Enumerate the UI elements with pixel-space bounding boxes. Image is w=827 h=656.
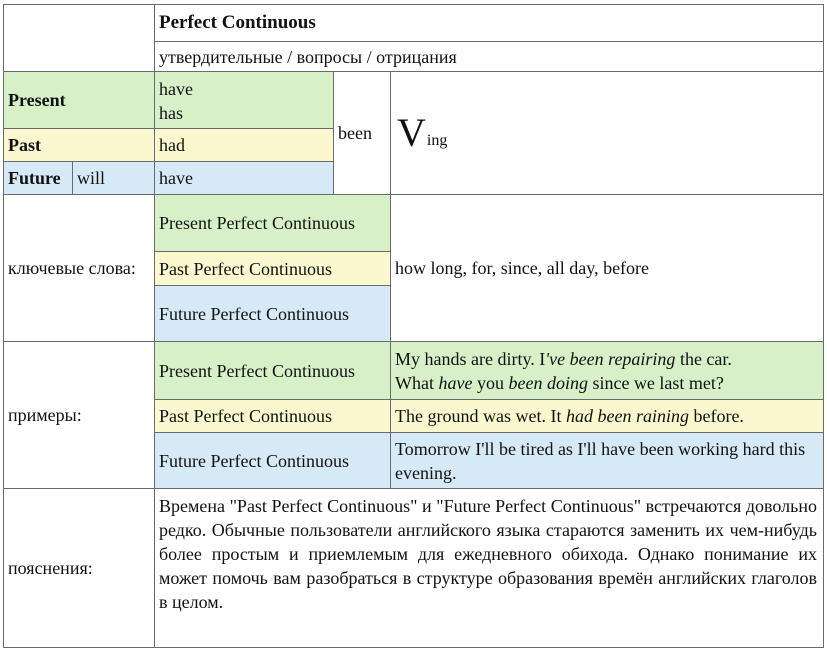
examples-future-sentence: Tomorrow I'll be tired as I'll have been working hard this evening.	[390, 432, 824, 489]
future-will: will	[72, 161, 155, 195]
keywords-label: ключевые слова:	[3, 194, 155, 342]
ing-suffix: ing	[426, 132, 448, 149]
examples-present-sentences	[390, 341, 824, 400]
keywords-past-tense: Past Perfect Continuous	[154, 251, 391, 286]
keywords-list: how long, for, since, all day, before	[390, 194, 824, 342]
keywords-future-tense: Future Perfect Continuous	[154, 285, 391, 342]
v-ing-cell	[390, 71, 824, 195]
keywords-present-tense: Present Perfect Continuous	[154, 194, 391, 252]
past-label: Past	[3, 128, 155, 162]
past-aux: had	[154, 128, 334, 162]
v-letter: V	[397, 110, 426, 155]
future-label: Future	[3, 161, 73, 195]
examples-past-tense: Past Perfect Continuous	[154, 399, 391, 433]
examples-label: примеры:	[3, 341, 155, 489]
present-label: Present	[3, 71, 155, 129]
present-example-line-2: What have you been doing since we last met?	[395, 373, 724, 393]
corner-cell	[3, 4, 155, 72]
present-example-line-1: My hands are dirty. I've been repairing the car.	[395, 349, 732, 369]
future-aux: have	[154, 161, 334, 195]
table-title: Perfect Continuous	[154, 4, 824, 42]
table-subtitle: утвердительные / вопросы / отрицания	[154, 41, 824, 72]
notes-text: Времена "Past Perfect Continuous" и "Future Perfect Continuous" встречаются довольно редко. Обычные пользователи английского языка стараются заменить их чем-нибудь более простым и приемлемым для ежедневного обихода. Однако понимание их может помочь вам разобраться в структуре образования времён английских глаголов в целом.	[154, 488, 824, 648]
examples-future-tense: Future Perfect Continuous	[154, 432, 391, 489]
examples-present-tense: Present Perfect Continuous	[154, 341, 391, 400]
notes-label: пояснения:	[3, 488, 155, 648]
present-aux-has: has	[159, 103, 183, 123]
present-aux-have: have	[159, 79, 193, 99]
present-aux-cell	[154, 71, 334, 129]
examples-past-sentence: The ground was wet. It had been raining before.	[390, 399, 824, 433]
been-cell: been	[333, 71, 391, 195]
